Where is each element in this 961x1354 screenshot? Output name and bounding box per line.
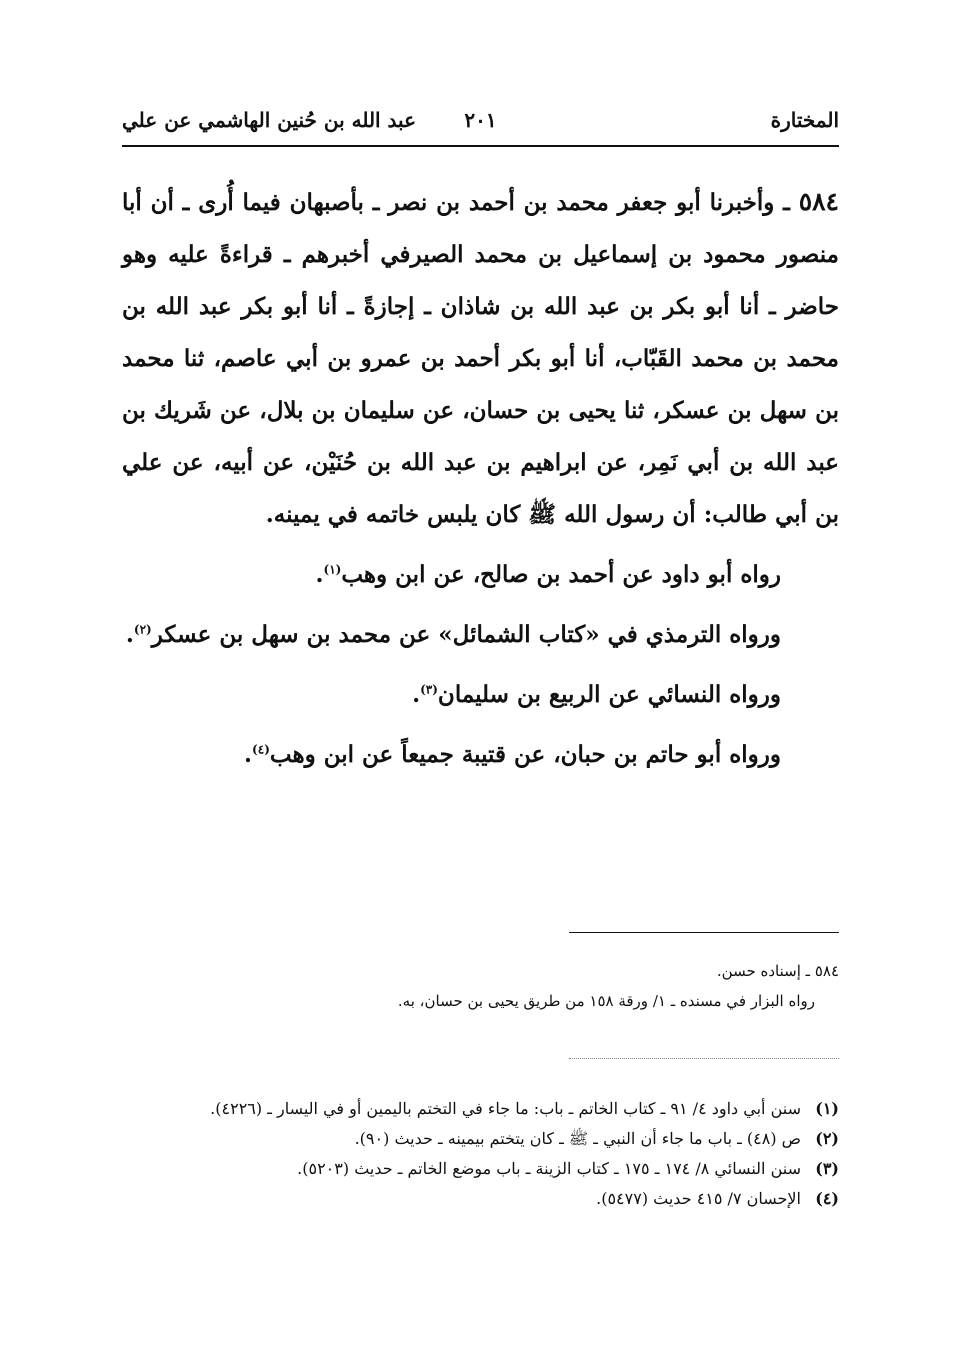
takhrij-note: [150, 956, 839, 1016]
footnotes: [122, 1094, 839, 1214]
header-divider: [122, 145, 839, 147]
riwaya-tirmidhi: ورواه الترمذي في «كتاب الشمائل» عن محمد بن سهل بن عسكر$^{(٢)}$.: [125, 621, 781, 648]
footnote-ref[interactable]: (٣): [420, 682, 438, 697]
isnad-grade: ٥٨٤ ـ إسناده حسن.: [716, 962, 839, 980]
footnote-text: سنن النسائي ٨/ ١٧٤ ـ ١٧٥ ـ كتاب الزينة ـ باب موضع الخاتم ـ حديث (٥٢٠٣).: [297, 1159, 801, 1178]
main-text: [122, 176, 839, 789]
footnote-text: ص (٤٨) ـ باب ما جاء أن النبي ـ ﷺ ـ كان يتختم بيمينه ـ حديث (٩٠).: [354, 1129, 801, 1148]
footnote-number: (١): [815, 1099, 839, 1118]
running-header: [122, 108, 839, 142]
book-title: المختارة: [770, 108, 839, 132]
footnote-item: [122, 1124, 839, 1154]
footnote-text: سنن أبي داود ٤/ ٩١ ـ كتاب الخاتم ـ باب: ما جاء في التختم باليمين أو في اليسار ـ (٤٢٢٦).: [210, 1099, 801, 1118]
hadith-number: ٥٨٤: [798, 187, 839, 216]
footnote-ref[interactable]: (١): [323, 562, 342, 577]
footnote-text: الإحسان ٧/ ٤١٥ حديث (٥٤٧٧).: [596, 1189, 801, 1208]
footnote-number: (٢): [815, 1129, 839, 1148]
hadith-paragraph: [122, 176, 839, 541]
footnote-ref[interactable]: (٤): [252, 742, 270, 757]
footnote-ref[interactable]: (٢): [133, 622, 152, 637]
footnote-number: (٤): [815, 1189, 839, 1208]
riwaya-nasai: ورواه النسائي عن الربيع بن سليمان$^{(٣)}$.: [412, 681, 781, 708]
riwaya-ibn-hibban: ورواه أبو حاتم بن حبان، عن قتيبة جميعاً عن ابن وهب$^{(٤)}$.: [244, 741, 781, 768]
footnote-item: [122, 1094, 839, 1124]
footnote-item: [122, 1154, 839, 1184]
chapter-title: عبد الله بن حُنين الهاشمي عن علي: [122, 108, 417, 132]
takhrij-source: رواه البزار في مسنده ـ ١/ ورقة ١٥٨ من طريق يحيى بن حسان، به.: [397, 992, 815, 1010]
page-number: ٢٠١: [464, 108, 497, 132]
footnote-number: (٣): [815, 1159, 839, 1178]
footnote-divider: [569, 1058, 839, 1059]
hadith-text: ـ وأخبرنا أبو جعفر محمد بن أحمد بن نصر ـ بأصبهان فيما أُرى ـ أن أبا منصور محمود بن إسماعيل بن محمد الصيرفي أخبرهم ـ قراءةً عليه وهو حاضر ـ أنا أبو بكر بن عبد الله بن شاذان ـ إجازةً ـ أنا أبو بكر عبد الله بن محمد بن محمد القَبّاب، أنا أبو بكر أحمد بن عمرو بن أبي عاصم، ثنا محمد بن سهل بن عسكر، ثنا يحيى بن حسان، عن سليمان بن بلال، عن شَريك بن عبد الله بن أبي نَمِر، عن ابراهيم بن عبد الله بن حُنَيْن، عن أبيه، عن علي بن أبي طالب: أن رسول الله ﷺ كان يلبس خاتمه في يمينه.: [122, 189, 839, 528]
footnote-item: [122, 1184, 839, 1214]
riwaya-abu-dawud: رواه أبو داود عن أحمد بن صالح، عن ابن وهب$^{(١)}$.: [315, 561, 781, 588]
takhrij-divider: [569, 932, 839, 933]
